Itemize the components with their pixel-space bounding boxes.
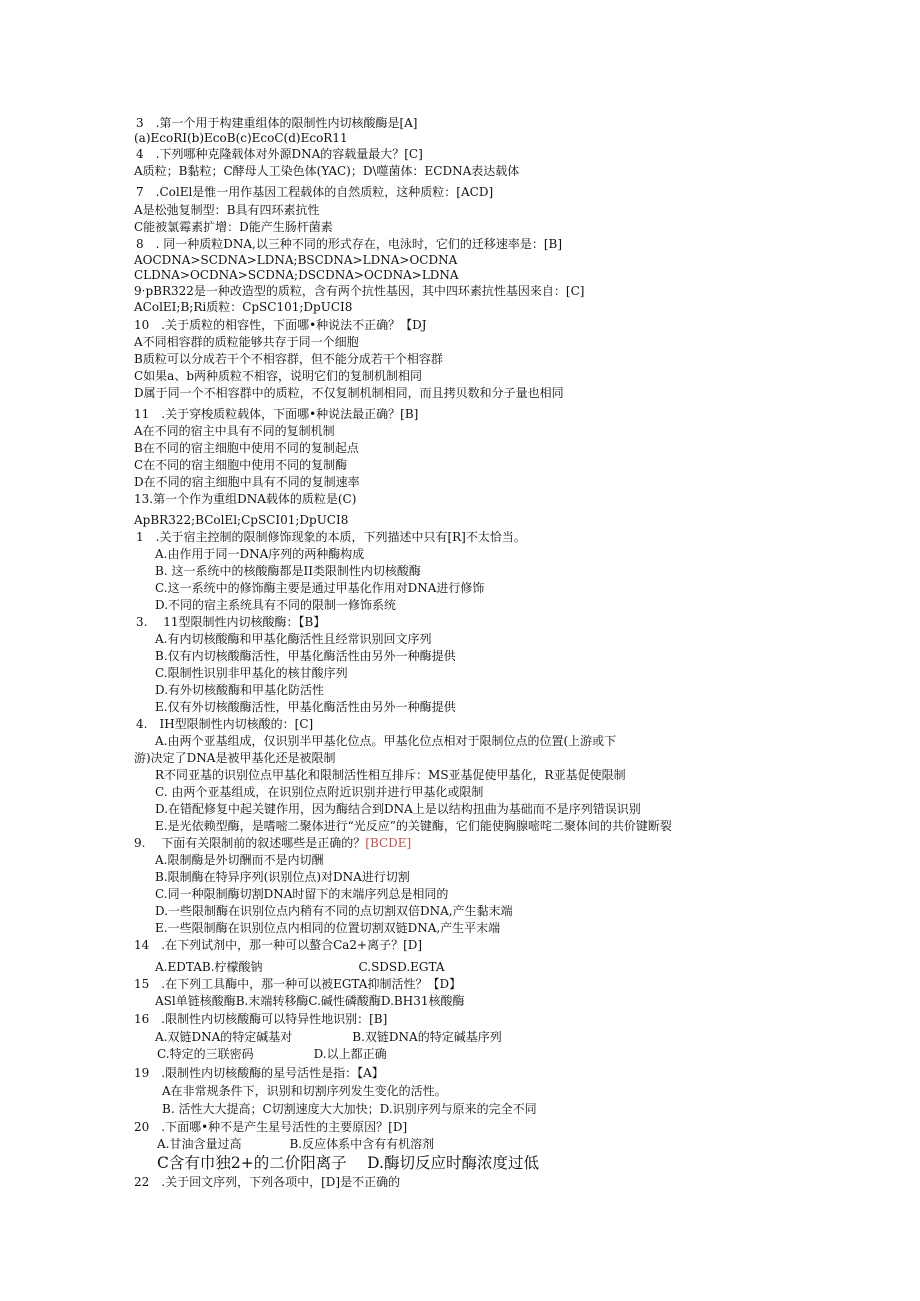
text-line: 11 .关于穿梭质粒载体，下面哪•种说法最正确？[B] [134, 407, 419, 421]
text-line: C含有巾独2+的二价阳离子 D.酶切反应时酶浓度过低 [157, 1154, 539, 1172]
text-line: E.是光依赖型酶，是嗜嘧二聚体进行“光反应”的关键酶，它们能使胸腺嘧咤二聚体间的共价键断裂 [155, 819, 672, 833]
text-line: C. 由两个亚基组成，在识别位点附近识别并进行甲基化或限制 [155, 785, 484, 799]
text-line: C.特定的三联密码 D.以上都正确 [157, 1047, 387, 1061]
text-line: E.仅有外切核酸酶活性，甲基化酶活性由另外一种酶提供 [155, 700, 456, 714]
text-line: A.限制酶是外切酬而不是内切酬 [155, 853, 324, 867]
text-line: 4. IH型限制性内切核酸的：[C] [136, 717, 314, 731]
text-line: C能被氯霉素扩增：D能产生肠杆菌素 [134, 220, 333, 234]
text-line: A是松弛复制型：B具有四环素抗性 [134, 203, 320, 217]
text-line: R不同亚基的识别位点甲基化和限制活性相互排斥：MS亚基促使甲基化，R亚基促使限制 [155, 768, 626, 782]
text-line: 3 .第一个用于构建重组体的限制性内切核酸酶是[A] [136, 116, 418, 130]
text-line: 1 .关于宿主控制的限制修饰现象的本质，下列描述中只有[R]不太恰当。 [136, 530, 526, 544]
text-line: ApBR322;BColEl;CpSCI01;DpUCI8 [134, 513, 349, 527]
text-line: A质粒；B黏粒；C酵母人工染色体(YAC)；D\噬菌体：ECDNA表达载体 [134, 164, 520, 178]
text-line: CLDNA>OCDNA>SCDNA;DSCDNA>OCDNA>LDNA [134, 268, 459, 282]
text-line: AOCDNA>SCDNA>LDNA;BSCDNA>LDNA>OCDNA [134, 253, 458, 267]
text-line: 14 .在下列试剂中，那一种可以螯合Ca2+离子？[D] [134, 938, 423, 952]
text-line: D.在错配修复中起关键作用，因为酶结合到DNA上是以结构扭曲为基础而不是序列错误识别 [155, 802, 641, 816]
text-line: C如果a、b两种质粒不相容，说明它们的复制机制相同 [134, 369, 423, 383]
text-line: 游)决定了DNA是被甲基化还是被限制 [134, 751, 336, 765]
text-line: 9·pBR322是一种改造型的质粒，含有两个抗性基因，其中四环素抗性基因来自：[C] [134, 284, 585, 298]
text-line: D在不同的宿主细胞中具有不同的复制速率 [134, 475, 360, 489]
text-line: 10 .关于质粒的相容性，下面哪•种说法不正确？【DJ [134, 318, 427, 332]
text-line: 19 .限制性内切核酸酶的星号活性是指：【A】 [134, 1066, 384, 1080]
text-line: D.一些限制酶在识别位点内稍有不同的点切割双倍DNA,产生黏末端 [155, 904, 513, 918]
text-line: C.同一种限制酶切割DNA时留下的末端序列总是相同的 [155, 887, 449, 901]
text-line: ASl单链核酸酶B.末端转移酶C.碱性磷酸酶D.BH31核酸酶 [155, 994, 465, 1008]
text-line: 7 .ColEl是惟一用作基因工程载体的自然质粒，这种质粒：[ACD] [136, 185, 494, 199]
question-9 [134, 836, 411, 850]
text-line: A在不同的宿主中具有不同的复制机制 [134, 424, 335, 438]
text-line: 20 .下面哪•种不是产生星号活性的主要原因？[D] [134, 1120, 408, 1134]
text-line: (a)EcoRI(b)EcoB(c)EcoC(d)EcoR11 [134, 131, 348, 145]
answer-highlight: [BCDE] [365, 836, 412, 850]
text-line: 15 .在下列工具酶中，那一种可以被EGTA抑制活性？【D】 [134, 977, 462, 991]
text-line: D.有外切核酸酶和甲基化防活性 [155, 683, 325, 697]
text-line: 3. 11型限制性内切核酸酶：【B】 [136, 615, 326, 629]
text-line: 9. 下面有关限制前的叙述哪些是正确的？ [134, 836, 366, 850]
text-line: B.仅有内切核酸酶活性，甲基化酶活性由另外一种酶提供 [155, 649, 456, 663]
text-line: A.双链DNA的特定碱基对 B.双链DNA的特定碱基序列 [155, 1030, 502, 1044]
text-line: B. 这一系统中的核酸酶都是II类限制性内切核酸酶 [155, 564, 421, 578]
text-line: B质粒可以分成若干个不相容群，但不能分成若干个相容群 [134, 352, 443, 366]
text-line: C在不同的宿主细胞中使用不同的复制酶 [134, 458, 348, 472]
text-line: 22 .关于回文序列，下列各项中，[D]是不正确的 [134, 1175, 401, 1189]
text-line: A在非常规条件下，识别和切割序列发生变化的活性。 [162, 1084, 447, 1098]
text-line: 8 . 同一种质粒DNA,以三种不同的形式存在，电泳时，它们的迁移速率是：[B] [136, 237, 563, 251]
text-line: 16 .限制性内切核酸酶可以特异性地识别：[B] [134, 1012, 388, 1026]
text-line: B.限制酶在特异序列(识别位点)对DNA进行切割 [155, 870, 410, 884]
text-line: E.一些限制酶在识别位点内相同的位置切割双链DNA,产生平末端 [155, 921, 501, 935]
text-line: A.甘油含量过高 B.反应体系中含有有机溶剂 [157, 1137, 435, 1151]
text-line: A.有内切核酸酶和甲基化酶活性且经常识别回文序列 [155, 632, 432, 646]
text-line: A.由作用于同一DNA序列的两种酶构成 [155, 547, 365, 561]
text-line: C.这一系统中的修饰酶主要是通过甲基化作用对DNA进行修饰 [155, 581, 485, 595]
text-line: B. 活性大大提高；C切割速度大大加快；D.识别序列与原来的完全不同 [162, 1102, 537, 1116]
text-line: B在不同的宿主细胞中使用不同的复制起点 [134, 441, 359, 455]
text-line: 4 .下列哪种克隆载体对外源DNA的容载量最大？[C] [136, 147, 423, 161]
text-line: AColEI;B;Ri质粒：CpSC101;DpUCI8 [134, 300, 353, 314]
text-line: A.EDTAB.柠檬酸钠 C.SDSD.EGTA [155, 960, 445, 974]
text-line: C.限制性识别非甲基化的核甘酸序列 [155, 666, 348, 680]
text-line: D.不同的宿主系统具有不同的限制一修饰系统 [155, 598, 397, 612]
text-line: A.由两个亚基组成，仅识别半甲基化位点。甲基化位点相对于限制位点的位置(上游或下 [155, 734, 617, 748]
text-line: 13.第一个作为重组DNA载体的质粒是(C) [134, 492, 357, 506]
text-line: A不同相容群的质粒能够共存于同一个细胞 [134, 335, 359, 349]
text-line: D属于同一个不相容群中的质粒，不仅复制机制相同，而且拷贝数和分子量也相同 [134, 386, 564, 400]
